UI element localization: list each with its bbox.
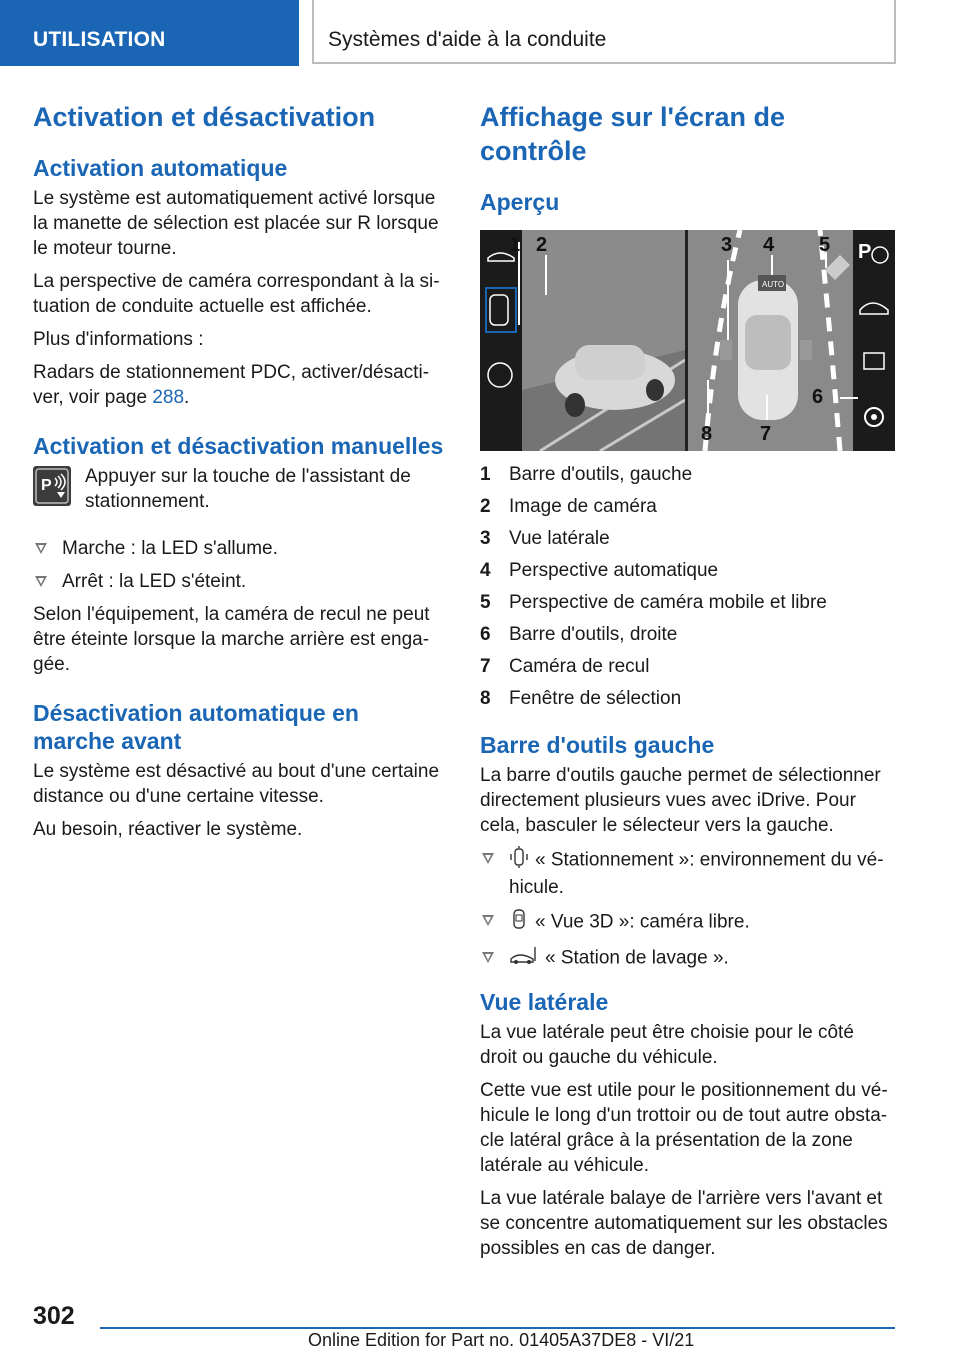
triangle-bullet-icon — [482, 853, 494, 864]
3d-view-icon — [509, 908, 529, 937]
radar-text: Radars de stationnement PDC, activer/désactiver, voir page — [33, 362, 430, 408]
legend-item — [480, 591, 895, 615]
legend-item — [480, 655, 895, 679]
svg-text:P: P — [41, 477, 52, 494]
camera-display-illustration — [480, 230, 895, 451]
bullet-text: « Stationnement »: environnement du véhicule. — [509, 849, 884, 898]
para-radar — [33, 360, 445, 410]
heading-manual: Activation et désactivation manuelles — [33, 433, 444, 459]
callout-3: 3 — [721, 234, 733, 256]
list-item — [480, 846, 895, 900]
legend-text: Caméra de recul — [509, 656, 650, 677]
radar-end: . — [184, 387, 190, 408]
legend-number: 6 — [480, 624, 491, 645]
legend-text: Perspective de caméra mobile et libre — [509, 592, 827, 613]
bullet-text: Marche : la LED s'allume. — [62, 538, 278, 559]
parking-view-icon — [509, 846, 529, 875]
callout-7: 7 — [760, 423, 772, 445]
camera-display-figure — [480, 230, 895, 451]
car-wash-icon — [509, 945, 539, 972]
heading-left-toolbar: Barre d'outils gauche — [480, 732, 715, 758]
para-side-2: Cette vue est utile pour le positionnement du véhicule le long d'un trottoir ou de tout autre obstacle latéral grâce à la présentation de la zone latérale au véhicule. — [480, 1080, 888, 1176]
para-button: Appuyer sur la touche de l'assistant de stationnement. — [85, 466, 411, 512]
para-equipment: Selon l'équipement, la caméra de recul ne peut être éteinte lorsque la marche arrière est engagée. — [33, 604, 430, 675]
page-footer — [0, 1300, 960, 1362]
list-item — [480, 945, 895, 972]
legend-number: 3 — [480, 528, 491, 549]
right-column — [480, 100, 895, 1269]
callout-4: 4 — [763, 234, 775, 256]
legend-number: 7 — [480, 656, 491, 677]
triangle-bullet-icon — [35, 543, 47, 554]
list-item — [33, 536, 445, 561]
legend-text: Fenêtre de sélection — [509, 688, 682, 709]
left-column — [33, 100, 445, 850]
button-instruction — [33, 464, 445, 514]
legend-item — [480, 463, 895, 487]
section-title: UTILISATION — [0, 0, 299, 66]
bullet-text: Arrêt : la LED s'éteint. — [62, 571, 247, 592]
edition-text: Online Edition for Part no. 01405A37DE8 - VI/21 — [308, 1330, 695, 1350]
page-number: 302 — [33, 1302, 75, 1330]
para-auto-1: Le système est automatiquement activé lorsque la manette de sélection est placée sur R lorsque le moteur tourne. — [33, 188, 439, 259]
footer-rule — [100, 1327, 895, 1329]
auto-badge-label: AUTO — [762, 280, 785, 289]
callout-6: 6 — [812, 386, 824, 408]
figure-legend — [480, 463, 895, 711]
triangle-bullet-icon — [482, 952, 494, 963]
chapter-title: Systèmes d'aide à la conduite — [312, 0, 896, 64]
triangle-bullet-icon — [35, 576, 47, 587]
page-link-288[interactable]: 288 — [152, 387, 185, 408]
legend-number: 2 — [480, 496, 491, 517]
legend-number: 8 — [480, 688, 491, 709]
list-item — [480, 908, 895, 937]
para-toolbar: La barre d'outils gauche permet de sélectionner directement plusieurs vues avec iDrive. Pour cela, basculer le sélecteur vers la gauche. — [480, 765, 881, 836]
callout-8: 8 — [701, 423, 713, 445]
legend-item — [480, 559, 895, 583]
heading-overview: Aperçu — [480, 189, 560, 215]
heading-activation: Activation et désactivation — [33, 102, 376, 132]
para-auto-2: La perspective de caméra correspondant à la situation de conduite actuelle est affichée. — [33, 271, 440, 317]
para-side-3: La vue latérale balaye de l'arrière vers l'avant et se concentre automatiquement sur les obstacles possibles en cas de danger. — [480, 1188, 888, 1259]
page-header — [0, 0, 960, 66]
para-forward-1: Le système est désactivé au bout d'une certaine distance ou d'une certaine vitesse. — [33, 761, 440, 807]
callout-2: 2 — [536, 234, 548, 256]
legend-text: Barre d'outils, gauche — [509, 464, 693, 485]
legend-number: 1 — [480, 464, 491, 485]
footer-edition — [308, 1330, 694, 1351]
callout-5: 5 — [819, 234, 831, 256]
bullet-text: « Vue 3D »: caméra libre. — [535, 911, 750, 933]
heading-forward: Désactivation automatique en marche avant — [33, 700, 359, 754]
legend-item — [480, 623, 895, 647]
callout-1: 1 — [509, 234, 521, 256]
onoff-list — [33, 536, 445, 594]
legend-text: Barre d'outils, droite — [509, 624, 678, 645]
heading-auto-activation: Activation automatique — [33, 155, 288, 181]
legend-item — [480, 527, 895, 551]
legend-text: Image de caméra — [509, 496, 657, 517]
legend-item — [480, 687, 895, 711]
list-item — [33, 569, 445, 594]
toolbar-view-list — [480, 846, 895, 972]
legend-number: 5 — [480, 592, 491, 613]
para-info: Plus d'informations : — [33, 329, 204, 350]
para-side-1: La vue latérale peut être choisie pour le côté droit ou gauche du véhicule. — [480, 1022, 854, 1068]
legend-text: Perspective automatique — [509, 560, 719, 581]
park-assist-button-icon — [33, 466, 71, 506]
bullet-text: « Station de lavage ». — [545, 947, 729, 969]
para-forward-2: Au besoin, réactiver le système. — [33, 819, 303, 840]
heading-display: Affichage sur l'écran de contrôle — [480, 102, 786, 166]
legend-item — [480, 495, 895, 519]
legend-number: 4 — [480, 560, 491, 581]
triangle-bullet-icon — [482, 915, 494, 926]
heading-side-view: Vue latérale — [480, 989, 609, 1015]
park-label: P — [858, 241, 872, 263]
legend-text: Vue latérale — [509, 528, 610, 549]
